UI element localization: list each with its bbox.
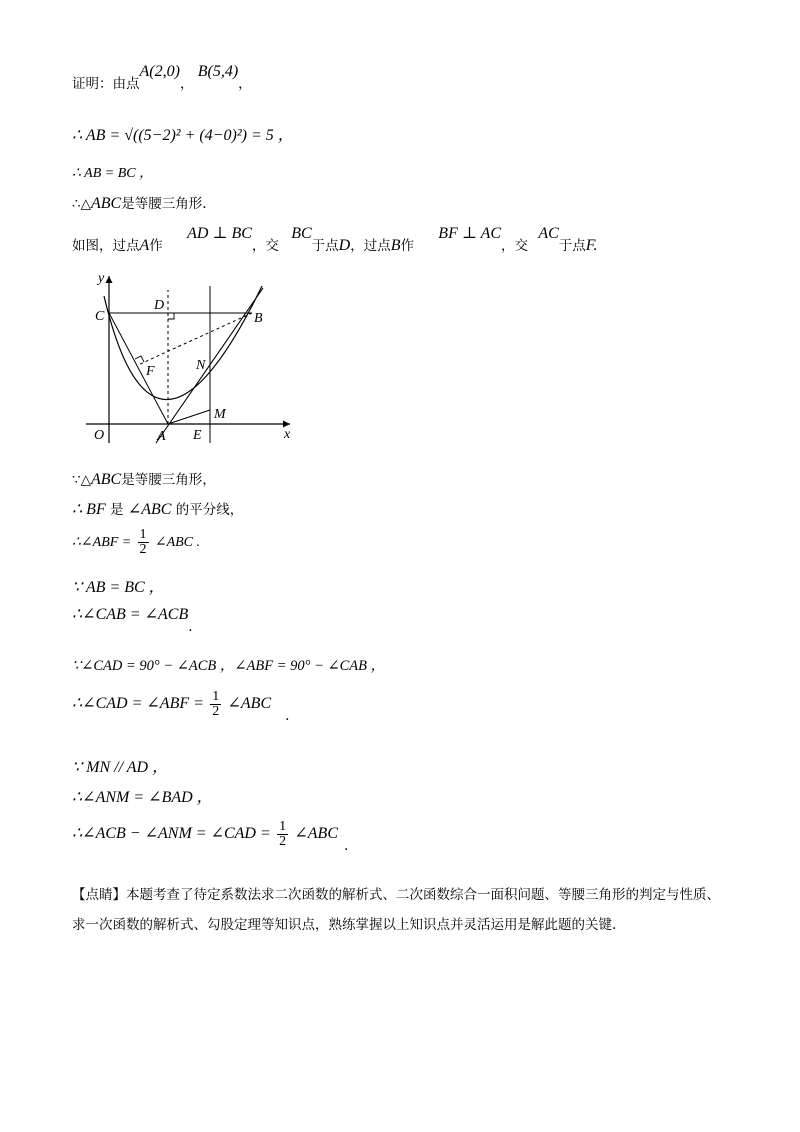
proof-line-12 (72, 689, 290, 724)
text: ，过点 (350, 238, 391, 254)
math: ∠ABC (294, 825, 338, 842)
proof-line-2: ∴ AB = √((5−2)² + (4−0)²) = 5 ， (72, 127, 294, 144)
proof-line-7 (72, 498, 243, 519)
text: 证明：由点 (72, 76, 140, 92)
math: AD ⊥ BC (187, 225, 252, 242)
math: ∴∠CAB = ∠ACB (72, 606, 189, 623)
proof-line-15 (72, 819, 349, 854)
label-y: y (98, 271, 105, 286)
fraction-half (138, 528, 149, 557)
label-e: E (193, 428, 202, 443)
numerator: 1 (139, 527, 147, 542)
proof-line-1 (72, 63, 252, 93)
text: 于点 (311, 238, 339, 254)
label-a: A (157, 429, 166, 444)
text: ∴△ (72, 196, 91, 212)
proof-line-5 (72, 225, 598, 255)
math: F. (585, 237, 598, 254)
math: AC (538, 225, 559, 242)
label-m: M (214, 407, 226, 422)
text: ，交 (501, 238, 529, 254)
text: ，交 (251, 238, 279, 254)
parabola-curve (104, 286, 262, 400)
text: ， (238, 76, 252, 92)
denominator: 2 (139, 542, 147, 557)
math: ∴∠ACB − ∠ANM = ∠CAD = (72, 825, 271, 842)
text: 是 (110, 502, 124, 518)
label-n: N (196, 358, 206, 373)
math: ∠ABC (127, 501, 172, 518)
math: ∴ BF (72, 501, 106, 518)
text: ∵△ (72, 472, 91, 488)
math: BC (291, 225, 312, 242)
numerator: 1 (279, 819, 287, 834)
math: ∠ABC . (154, 535, 201, 550)
denominator: 2 (212, 704, 220, 719)
label-f: F (146, 364, 155, 379)
proof-line-6 (72, 468, 216, 489)
text: ， (179, 76, 194, 92)
proof-line-13: ∵ MN // AD ， (72, 759, 169, 776)
parabola-figure (82, 268, 302, 448)
math: ABC (90, 471, 122, 488)
right-angle-d (168, 313, 174, 319)
text: 是等腰三角形. (121, 196, 207, 212)
proof-line-11: ∵∠CAD = 90° − ∠ACB ，∠ABF = 90° − ∠CAB ， (72, 658, 386, 674)
math: BF ⊥ AC (438, 225, 502, 242)
math: ∴∠CAD = ∠ABF = (72, 695, 204, 712)
key-point-note: 【点睛】本题考查了待定系数法求二次函数的解析式、二次函数综合一面积问题、等腰三角形的判定与性质、求一次函数的解析式、勾股定理等知识点，熟练掌握以上知识点并灵活运用是解此题的关键. (72, 887, 720, 933)
math: D (338, 237, 351, 254)
text: 于点 (558, 238, 586, 254)
proof-line-3: ∴ AB = BC ， (72, 166, 154, 181)
text: 作 (149, 238, 163, 254)
label-c: C (95, 309, 105, 324)
proof-line-9: ∵ AB = BC ， (72, 579, 165, 596)
label-d: D (154, 298, 165, 313)
proof-line-14: ∴∠ANM = ∠BAD ， (72, 789, 213, 806)
text: . (285, 708, 290, 724)
point-b: B(5,4) (197, 63, 239, 80)
text: 是等腰三角形， (121, 472, 216, 488)
math: A (139, 237, 150, 254)
label-x: x (284, 427, 291, 442)
text: . (344, 838, 349, 854)
math: ABC (90, 195, 122, 212)
proof-line-8 (72, 528, 200, 557)
segment-bf (138, 313, 252, 365)
segment-ca (109, 313, 168, 424)
numerator: 1 (212, 689, 220, 704)
right-angle-f (135, 356, 144, 362)
label-o: O (94, 428, 105, 443)
fraction-half (277, 820, 288, 849)
fraction-half (210, 690, 221, 719)
point-a: A(2,0) (139, 63, 180, 80)
math: B (390, 237, 401, 254)
proof-line-4 (72, 192, 207, 213)
proof-line-10 (72, 604, 193, 635)
text: 如图，过点 (72, 238, 140, 254)
text: 作 (400, 238, 414, 254)
text: . (188, 619, 193, 635)
math: ∠ABC (227, 695, 272, 712)
label-b: B (254, 311, 263, 326)
denominator: 2 (279, 834, 287, 849)
text: 的平分线， (175, 502, 244, 518)
math: ∴∠ABF = (72, 535, 132, 550)
